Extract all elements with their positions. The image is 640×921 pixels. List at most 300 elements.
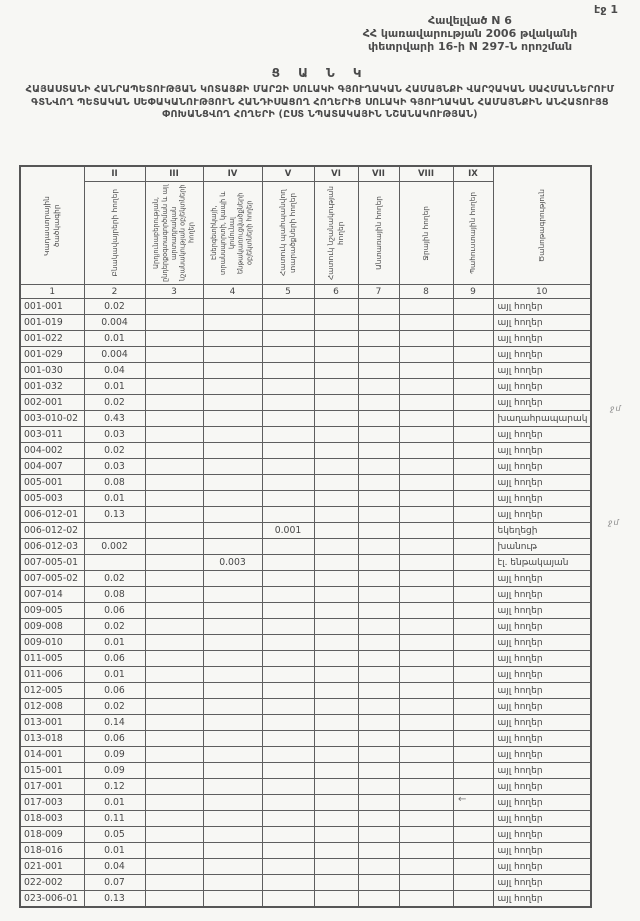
note-cell: այլ հողեր [493, 747, 591, 763]
value-cell [84, 523, 145, 539]
appendix-reference-block [305, 15, 635, 54]
document-heading: Ց Ա Ն Կ [271, 66, 369, 80]
table-row [20, 747, 591, 763]
value-cell [262, 891, 314, 908]
value-cell [314, 379, 358, 395]
value-cell [203, 795, 262, 811]
value-cell [203, 763, 262, 779]
value-cell [314, 555, 358, 571]
value-cell [453, 779, 493, 795]
value-cell [358, 363, 399, 379]
value-cell [203, 491, 262, 507]
table-row [20, 699, 591, 715]
cadastral-code-cell: 012-008 [20, 699, 84, 715]
value-cell [399, 363, 453, 379]
value-cell [358, 427, 399, 443]
value-cell [203, 811, 262, 827]
value-cell [262, 539, 314, 555]
table-row [20, 475, 591, 491]
value-cell [453, 603, 493, 619]
note-cell: այլ հողեր [493, 507, 591, 523]
note-cell: այլ հողեր [493, 427, 591, 443]
value-cell [358, 667, 399, 683]
value-cell [314, 315, 358, 331]
value-cell: 0.02 [84, 299, 145, 315]
note-cell: այլ հողեր [493, 667, 591, 683]
cadastral-code-cell: 018-009 [20, 827, 84, 843]
note-cell: այլ հողեր [493, 395, 591, 411]
value-cell [262, 347, 314, 363]
column-number: 6 [314, 285, 358, 299]
value-cell: 0.02 [84, 619, 145, 635]
header-roman-row [20, 166, 591, 182]
column-number: 9 [453, 285, 493, 299]
value-cell [145, 763, 203, 779]
value-cell [203, 747, 262, 763]
table-row [20, 587, 591, 603]
value-cell [262, 315, 314, 331]
value-cell: 0.004 [84, 315, 145, 331]
value-cell [203, 635, 262, 651]
value-cell [262, 411, 314, 427]
value-cell [453, 443, 493, 459]
value-cell [358, 507, 399, 523]
note-cell: այլ հողեր [493, 715, 591, 731]
note-cell: այլ հողեր [493, 843, 591, 859]
value-cell [203, 347, 262, 363]
cadastral-code-cell: 003-011 [20, 427, 84, 443]
value-cell [453, 363, 493, 379]
value-cell: 0.004 [84, 347, 145, 363]
value-cell [262, 651, 314, 667]
value-cell [145, 395, 203, 411]
value-cell [262, 619, 314, 635]
column-number: 7 [358, 285, 399, 299]
column-header-forest: Անտառային հողեր [358, 182, 399, 285]
value-cell [145, 347, 203, 363]
value-cell [453, 379, 493, 395]
note-cell: այլ հողեր [493, 363, 591, 379]
value-cell [262, 379, 314, 395]
cadastral-code-cell: 001-032 [20, 379, 84, 395]
value-cell: 0.01 [84, 379, 145, 395]
header-number-row [20, 285, 591, 299]
value-cell [358, 827, 399, 843]
value-cell [453, 731, 493, 747]
value-cell [84, 555, 145, 571]
value-cell [145, 811, 203, 827]
table-row [20, 363, 591, 379]
column-number: 4 [203, 285, 262, 299]
column-roman-III: III [145, 166, 203, 182]
value-cell: 0.04 [84, 859, 145, 875]
value-cell [453, 459, 493, 475]
table-row [20, 395, 591, 411]
value-cell [145, 699, 203, 715]
value-cell [145, 523, 203, 539]
value-cell [399, 587, 453, 603]
column-number: 1 [20, 285, 84, 299]
value-cell: 0.02 [84, 699, 145, 715]
value-cell [203, 571, 262, 587]
value-cell [314, 475, 358, 491]
value-cell [358, 331, 399, 347]
table-row [20, 731, 591, 747]
value-cell [203, 379, 262, 395]
value-cell [358, 859, 399, 875]
cadastral-code-cell: 017-003 [20, 795, 84, 811]
value-cell [453, 427, 493, 443]
column-roman-VI: VI [314, 166, 358, 182]
note-cell: այլ հողեր [493, 875, 591, 891]
value-cell: 0.003 [203, 555, 262, 571]
value-cell [145, 827, 203, 843]
note-cell: այլ հողեր [493, 619, 591, 635]
value-cell: 0.09 [84, 747, 145, 763]
value-cell [453, 587, 493, 603]
value-cell [453, 763, 493, 779]
value-cell [145, 427, 203, 443]
cadastral-code-cell: 001-030 [20, 363, 84, 379]
cadastral-code-cell: 005-003 [20, 491, 84, 507]
value-cell [145, 651, 203, 667]
value-cell [453, 523, 493, 539]
value-cell [262, 491, 314, 507]
value-cell [453, 747, 493, 763]
value-cell [203, 731, 262, 747]
value-cell: 0.01 [84, 843, 145, 859]
note-cell: այլ հողեր [493, 459, 591, 475]
value-cell: 0.06 [84, 603, 145, 619]
value-cell [203, 859, 262, 875]
cadastral-code-cell: 018-016 [20, 843, 84, 859]
value-cell [262, 731, 314, 747]
value-cell [262, 443, 314, 459]
cadastral-code-cell: 014-001 [20, 747, 84, 763]
value-cell [314, 427, 358, 443]
value-cell [358, 523, 399, 539]
value-cell [314, 699, 358, 715]
value-cell [314, 347, 358, 363]
value-cell [399, 747, 453, 763]
value-cell [203, 443, 262, 459]
table-row [20, 507, 591, 523]
column-header-cadastral-code [20, 166, 84, 285]
value-cell [453, 875, 493, 891]
value-cell [399, 379, 453, 395]
value-cell [203, 875, 262, 891]
table-row [20, 715, 591, 731]
value-cell [453, 315, 493, 331]
value-cell [145, 331, 203, 347]
value-cell [314, 603, 358, 619]
value-cell: 0.08 [84, 587, 145, 603]
value-cell [358, 395, 399, 411]
value-cell [453, 859, 493, 875]
column-roman-IX: IX [453, 166, 493, 182]
value-cell [203, 363, 262, 379]
value-cell [314, 827, 358, 843]
value-cell [145, 491, 203, 507]
note-cell: այլ հողեր [493, 859, 591, 875]
table-row [20, 427, 591, 443]
value-cell [399, 555, 453, 571]
appendix-line-1: Հավելված N 6 [428, 14, 512, 27]
column-roman-VIII: VIII [399, 166, 453, 182]
value-cell [453, 635, 493, 651]
value-cell [314, 667, 358, 683]
value-cell [358, 587, 399, 603]
value-cell [203, 331, 262, 347]
value-cell [358, 779, 399, 795]
table-row [20, 571, 591, 587]
cadastral-code-cell: 001-019 [20, 315, 84, 331]
value-cell [358, 763, 399, 779]
value-cell [453, 843, 493, 859]
value-cell [399, 427, 453, 443]
value-cell [262, 635, 314, 651]
value-cell [262, 459, 314, 475]
value-cell [399, 459, 453, 475]
table-row [20, 331, 591, 347]
value-cell [262, 779, 314, 795]
value-cell [262, 667, 314, 683]
value-cell [262, 363, 314, 379]
value-cell [314, 859, 358, 875]
cadastral-code-cell: 007-014 [20, 587, 84, 603]
value-cell [203, 475, 262, 491]
note-cell: այլ հողեր [493, 651, 591, 667]
value-cell [358, 731, 399, 747]
value-cell [145, 603, 203, 619]
value-cell [262, 555, 314, 571]
table-row [20, 299, 591, 315]
value-cell [203, 539, 262, 555]
document-title-block [10, 66, 630, 122]
value-cell [358, 299, 399, 315]
value-cell [262, 747, 314, 763]
column-header-remarks [493, 166, 591, 285]
value-cell [145, 379, 203, 395]
value-cell [314, 363, 358, 379]
value-cell: 0.09 [84, 763, 145, 779]
value-cell [314, 811, 358, 827]
cadastral-code-label: Կադաստրային ծածկագիր [42, 195, 62, 256]
value-cell [262, 811, 314, 827]
value-cell: 0.002 [84, 539, 145, 555]
value-cell [453, 811, 493, 827]
value-cell [314, 523, 358, 539]
value-cell [453, 699, 493, 715]
value-cell: 0.01 [84, 491, 145, 507]
value-cell: 0.02 [84, 395, 145, 411]
value-cell [453, 555, 493, 571]
note-cell: այլ հողեր [493, 299, 591, 315]
value-cell [399, 699, 453, 715]
value-cell [314, 795, 358, 811]
table-row [20, 811, 591, 827]
table-row [20, 795, 591, 811]
value-cell [145, 843, 203, 859]
cadastral-code-cell: 009-005 [20, 603, 84, 619]
value-cell [203, 827, 262, 843]
value-cell [358, 347, 399, 363]
margin-arrow-mark: ← [458, 794, 467, 805]
cadastral-code-cell: 023-006-01 [20, 891, 84, 908]
value-cell [203, 507, 262, 523]
value-cell [262, 763, 314, 779]
value-cell [399, 347, 453, 363]
note-cell: այլ հողեր [493, 763, 591, 779]
value-cell [399, 331, 453, 347]
column-header-residential: Բնակավայրերի հողեր [84, 182, 145, 285]
cadastral-code-cell: 003-010-02 [20, 411, 84, 427]
value-cell [453, 395, 493, 411]
value-cell [399, 859, 453, 875]
note-cell: այլ հողեր [493, 379, 591, 395]
value-cell [399, 635, 453, 651]
value-cell [358, 603, 399, 619]
note-cell: խաղահրապարակ [493, 411, 591, 427]
value-cell [203, 315, 262, 331]
value-cell: 0.01 [84, 795, 145, 811]
value-cell [203, 603, 262, 619]
value-cell [399, 411, 453, 427]
value-cell [314, 539, 358, 555]
note-cell: այլ հողեր [493, 731, 591, 747]
note-cell: այլ հողեր [493, 347, 591, 363]
value-cell: 0.06 [84, 731, 145, 747]
margin-handwritten-mark: ջմ [608, 518, 620, 527]
value-cell [314, 395, 358, 411]
value-cell [453, 651, 493, 667]
value-cell [453, 411, 493, 427]
value-cell [358, 635, 399, 651]
cadastral-code-cell: 009-008 [20, 619, 84, 635]
note-cell: այլ հողեր [493, 443, 591, 459]
value-cell [203, 667, 262, 683]
value-cell [145, 363, 203, 379]
note-cell: այլ հողեր [493, 315, 591, 331]
cadastral-code-cell: 005-001 [20, 475, 84, 491]
value-cell [314, 715, 358, 731]
value-cell [399, 667, 453, 683]
value-cell [314, 491, 358, 507]
value-cell [453, 299, 493, 315]
table-row [20, 523, 591, 539]
table-row [20, 667, 591, 683]
cadastral-code-cell: 018-003 [20, 811, 84, 827]
note-cell: այլ հողեր [493, 571, 591, 587]
value-cell [358, 411, 399, 427]
value-cell [453, 891, 493, 908]
column-roman-VII: VII [358, 166, 399, 182]
table-row [20, 683, 591, 699]
column-header-special-purpose: Հատուկ նշանակության հողեր [314, 182, 358, 285]
cadastral-code-cell: 021-001 [20, 859, 84, 875]
value-cell: 0.04 [84, 363, 145, 379]
value-cell [145, 747, 203, 763]
value-cell [399, 475, 453, 491]
value-cell [399, 779, 453, 795]
value-cell [453, 507, 493, 523]
value-cell [262, 715, 314, 731]
table-row [20, 315, 591, 331]
cadastral-code-cell: 001-022 [20, 331, 84, 347]
cadastral-code-cell: 022-002 [20, 875, 84, 891]
value-cell [358, 443, 399, 459]
note-cell: այլ հողեր [493, 475, 591, 491]
value-cell [262, 299, 314, 315]
table-row [20, 843, 591, 859]
value-cell [203, 395, 262, 411]
note-cell: այլ հողեր [493, 635, 591, 651]
note-cell: այլ հողեր [493, 891, 591, 908]
value-cell [262, 331, 314, 347]
document-title-text: ՀԱՅԱՍՏԱՆԻ ՀԱՆՐԱՊԵՏՈՒԹՅԱՆ ԿՈՏԱՅՔԻ ՄԱՐԶԻ ՍՈԼԱԿԻ ԳՅՈՒՂԱԿԱՆ ՀԱՄԱՅՆՔԻ ՎԱՐՉԱԿԱՆ ՍԱՀՄԱՆՆԵՐՈՒՄ ԳՏՆՎՈՂ ՊԵՏԱԿԱՆ ՍԵՓԱԿԱՆՈՒԹՅՈՒՆ ՀԱՆԴԻՍԱՑՈՂ ՀՈՂԵՐԻՑ ՍՈԼԱԿԻ ԳՅՈՒՂԱԿԱՆ ՀԱՄԱՅՆՔԻՆ ԱՆՀԱՏՈՒՅՑ ՓՈԽԱՆՑՎՈՂ ՀՈՂԵՐԻ (ԸՍՏ ՆՊԱՏԱԿԱՅԻՆ ՆՇԱՆԱԿՈՒԹՅԱՆ) [25, 84, 615, 121]
value-cell: 0.02 [84, 443, 145, 459]
column-number: 5 [262, 285, 314, 299]
value-cell [358, 843, 399, 859]
note-cell: այլ հողեր [493, 603, 591, 619]
value-cell [399, 443, 453, 459]
table-row [20, 859, 591, 875]
value-cell [314, 507, 358, 523]
value-cell [262, 699, 314, 715]
value-cell [314, 651, 358, 667]
value-cell [453, 715, 493, 731]
value-cell [314, 875, 358, 891]
cadastral-code-cell: 011-006 [20, 667, 84, 683]
cadastral-code-cell: 006-012-01 [20, 507, 84, 523]
value-cell [203, 411, 262, 427]
note-cell: այլ հողեր [493, 587, 591, 603]
table-row [20, 539, 591, 555]
cadastral-code-cell: 001-029 [20, 347, 84, 363]
value-cell [262, 843, 314, 859]
value-cell: 0.13 [84, 891, 145, 908]
value-cell [358, 619, 399, 635]
value-cell [358, 491, 399, 507]
value-cell [314, 635, 358, 651]
table-row [20, 779, 591, 795]
value-cell [314, 763, 358, 779]
note-cell: այլ հողեր [493, 699, 591, 715]
value-cell [358, 539, 399, 555]
value-cell: 0.001 [262, 523, 314, 539]
value-cell [262, 507, 314, 523]
value-cell [262, 875, 314, 891]
value-cell [399, 795, 453, 811]
table-row [20, 635, 591, 651]
cadastral-code-cell: 007-005-02 [20, 571, 84, 587]
value-cell [399, 395, 453, 411]
note-cell: այլ հողեր [493, 331, 591, 347]
value-cell [358, 875, 399, 891]
value-cell [453, 827, 493, 843]
table-row [20, 491, 591, 507]
value-cell [358, 555, 399, 571]
margin-handwritten-mark: ջմ [610, 404, 622, 413]
table-row [20, 619, 591, 635]
value-cell: 0.01 [84, 667, 145, 683]
value-cell [358, 795, 399, 811]
value-cell [203, 779, 262, 795]
note-cell: էլ. ենթակայան [493, 555, 591, 571]
column-number: 8 [399, 285, 453, 299]
table-row [20, 827, 591, 843]
table-row [20, 603, 591, 619]
